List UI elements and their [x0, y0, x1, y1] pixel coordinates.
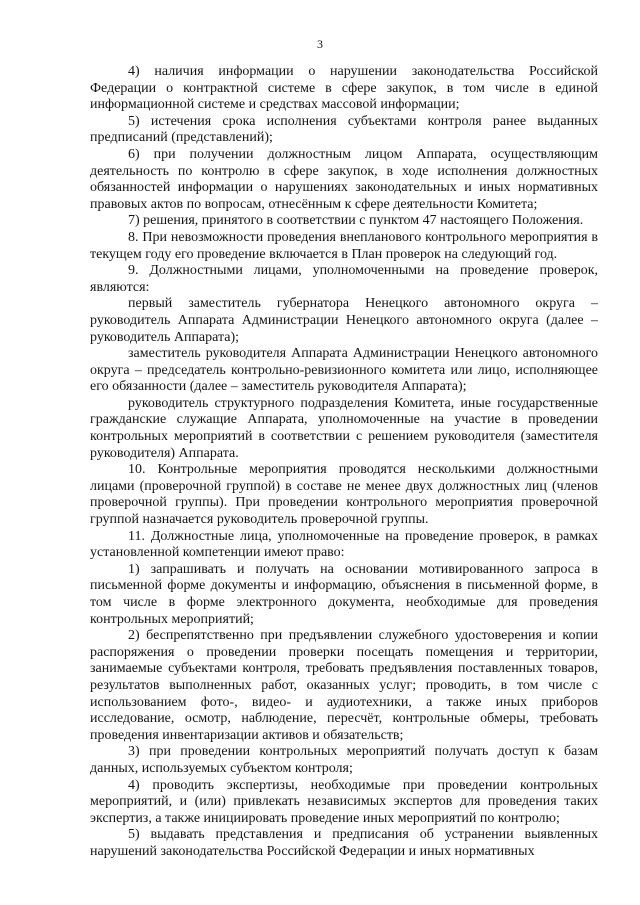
paragraph-clause-11: 11. Должностные лица, уполномоченные на проведение проверок, в рамках установленной компетенции имеют право: [90, 528, 598, 561]
document-body [90, 64, 598, 861]
paragraph-right-5: 5) выдавать представления и предписания об устранении выявленных нарушений законодательства Российской Федерации и иных нормативных [90, 827, 598, 859]
paragraph-official-unit-head: руководитель структурного подразделения Комитета, иные государственные гражданские служащие Аппарата, уполномоченные на участие в проведении контрольных мероприятий в соответствии с решением руководителя (заместителя руководителя) Аппарата. [90, 395, 598, 461]
paragraph-right-1: 1) запрашивать и получать на основании мотивированного запроса в письменной форме документы и информацию, объяснения в письменной форме, в том числе в форме электронного документа, необходимые для проведения контрольных мероприятий; [90, 561, 598, 627]
paragraph-item-5: 5) истечения срока исполнения субъектами контроля ранее выданных предписаний (представлений); [90, 113, 598, 146]
paragraph-clause-8: 8. При невозможности проведения внепланового контрольного мероприятия в текущем году его проведение включается в План проверок на следующий год. [90, 229, 598, 262]
paragraph-item-4: 4) наличия информации о нарушении законодательства Российской Федерации о контрактной системе в сфере закупок, в том числе в единой информационной системе и средствах массовой информации; [90, 64, 598, 113]
paragraph-right-2: 2) беспрепятственно при предъявлении служебного удостоверения и копии распоряжения о проведении проверки посещать помещения и территории, занимаемые субъектами контроля, требовать предъявления поставленных товаров, результатов выполненных работ, оказанных услуг; проводить, в том числе с использованием фото-, видео- и аудиотехники, а также иных приборов исследование, осмотр, наблюдение, пересчёт, контрольные обмеры, требовать проведения инвентаризации активов и обязательств; [90, 628, 598, 743]
paragraph-clause-10: 10. Контрольные мероприятия проводятся несколькими должностными лицами (проверочной группой) в составе не менее двух должностных лиц (членов проверочной группы). При проведении контрольного мероприятия проверочной группой назначается руководитель проверочной группы. [90, 462, 598, 528]
paragraph-item-6: 6) при получении должностным лицом Аппарата, осуществляющим деятельность по контролю в сфере закупок, в ходе исполнения должностных обязанностей информации о нарушениях законодательных и иных нормативных правовых актов по вопросам, отнесённым к сфере деятельности Комитета; [90, 146, 598, 212]
paragraph-right-3: 3) при проведении контрольных мероприятий получать доступ к базам данных, используемых субъектом контроля; [90, 744, 598, 776]
page-number: 3 [317, 37, 323, 51]
paragraph-official-first-deputy: первый заместитель губернатора Ненецкого автономного округа – руководитель Аппарата Администрации Ненецкого автономного округа (далее – руководитель Аппарата); [90, 296, 598, 345]
paragraph-right-4: 4) проводить экспертизы, необходимые при проведении контрольных мероприятий, и (или) привлекать независимых экспертов для проведения таких экспертиз, а также инициировать проведение иных мероприятий по контролю; [90, 777, 598, 826]
paragraph-clause-9: 9. Должностными лицами, уполномоченными на проведение проверок, являются: [90, 263, 598, 295]
paragraph-item-7: 7) решения, принятого в соответствии с пунктом 47 настоящего Положения. [128, 213, 584, 229]
paragraph-official-deputy-head: заместитель руководителя Аппарата Администрации Ненецкого автономного округа – председатель контрольно-ревизионного комитета или лицо, исполняющее его обязанности (далее – заместитель руководителя Аппарата); [90, 346, 598, 395]
